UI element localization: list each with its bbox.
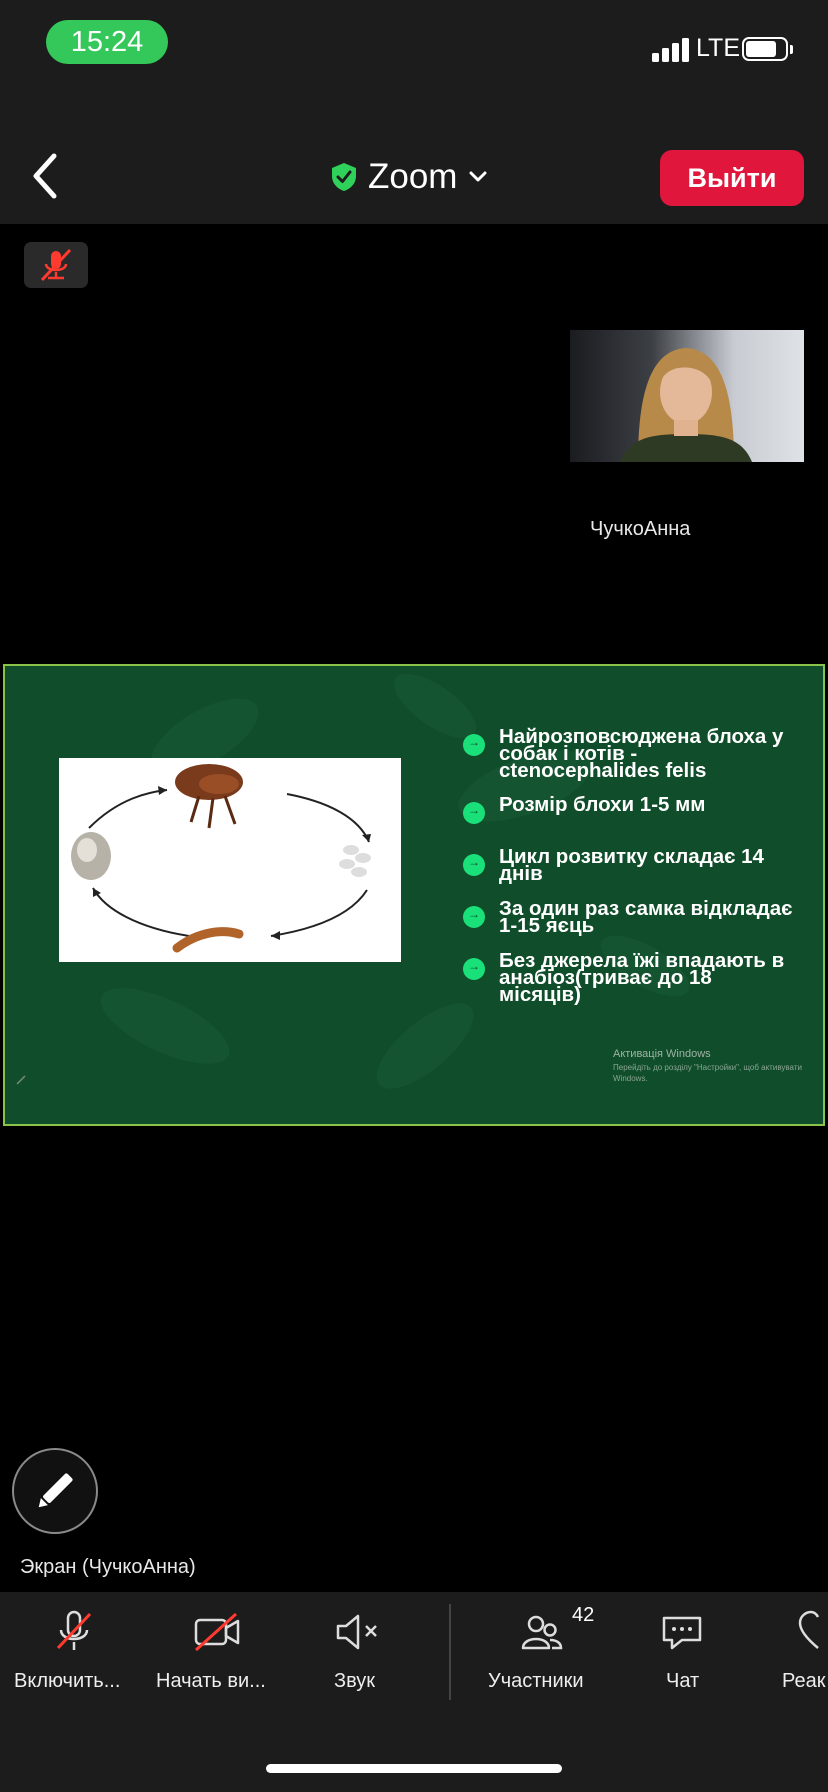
toolbar-divider	[449, 1604, 451, 1700]
chat-button[interactable]	[644, 1608, 724, 1708]
pen-icon	[15, 1074, 27, 1086]
chat-icon	[658, 1608, 708, 1656]
audio-button[interactable]	[320, 1608, 400, 1708]
signal-strength-icon	[652, 36, 690, 62]
start-video-button[interactable]	[148, 1608, 288, 1708]
home-indicator	[266, 1764, 562, 1773]
slide-bullet: → Найрозповсюджена блоха у собак і котів - ctenocephalides felis	[463, 728, 799, 779]
flea-lifecycle-image	[59, 758, 401, 962]
mic-off-icon	[52, 1608, 96, 1656]
slide-bullet: → Розмір блохи 1-5 мм	[463, 796, 799, 824]
unmute-button[interactable]	[0, 1608, 148, 1708]
participant-name: ЧучкоАнна	[590, 518, 691, 540]
windows-activation-text: Перейдіть до розділу "Настройки", щоб активувати Windows.	[613, 1063, 802, 1083]
network-type: LTE	[696, 34, 740, 62]
slide-bullet: → Без джерела їжі впадають в анабіоз(триває до 18 місяців)	[463, 952, 799, 1003]
bullet-arrow-icon	[463, 906, 485, 928]
start-video-label: Начать ви...	[156, 1670, 266, 1692]
app-title: Zoom	[368, 157, 458, 196]
bullet-arrow-icon	[463, 958, 485, 980]
muted-badge	[24, 242, 88, 288]
leave-button[interactable]: Выйти	[660, 150, 804, 206]
bullet-arrow-icon	[463, 802, 485, 824]
audio-label: Звук	[334, 1670, 376, 1692]
video-off-icon	[192, 1608, 242, 1656]
slide-bullet: → За один раз самка відкладає 1-15 яєць	[463, 900, 799, 934]
windows-activation-title: Активація Windows	[613, 1048, 711, 1060]
participant-video[interactable]	[570, 330, 804, 462]
participants-count: 42	[572, 1604, 595, 1626]
speaker-off-icon	[334, 1608, 384, 1656]
chevron-down-icon	[467, 170, 489, 184]
pencil-icon	[14, 1450, 96, 1532]
lifecycle-diagram	[59, 758, 401, 962]
back-chevron-icon[interactable]	[24, 148, 74, 204]
slide-bullet: → Цикл розвитку складає 14 днів	[463, 848, 799, 882]
shield-check-icon	[330, 161, 358, 193]
screen-share-label: Экран (ЧучкоАнна)	[20, 1556, 196, 1578]
battery-icon	[742, 37, 788, 61]
mic-off-icon	[24, 242, 88, 288]
participant-avatar	[570, 330, 804, 462]
bullet-arrow-icon	[463, 854, 485, 876]
time-pill: 15:24	[46, 20, 168, 64]
shared-slide[interactable]	[3, 664, 825, 1126]
reactions-label: Реак	[782, 1670, 826, 1692]
annotate-button[interactable]	[12, 1448, 98, 1534]
battery-tip	[790, 45, 793, 54]
heart-icon	[798, 1608, 828, 1656]
bullet-arrow-icon	[463, 734, 485, 756]
participants-label: Участники	[488, 1670, 584, 1692]
unmute-label: Включить...	[14, 1670, 121, 1692]
reactions-button[interactable]	[772, 1608, 828, 1708]
meeting-title[interactable]	[330, 154, 489, 200]
chat-label: Чат	[666, 1670, 700, 1692]
participants-icon	[520, 1608, 564, 1656]
